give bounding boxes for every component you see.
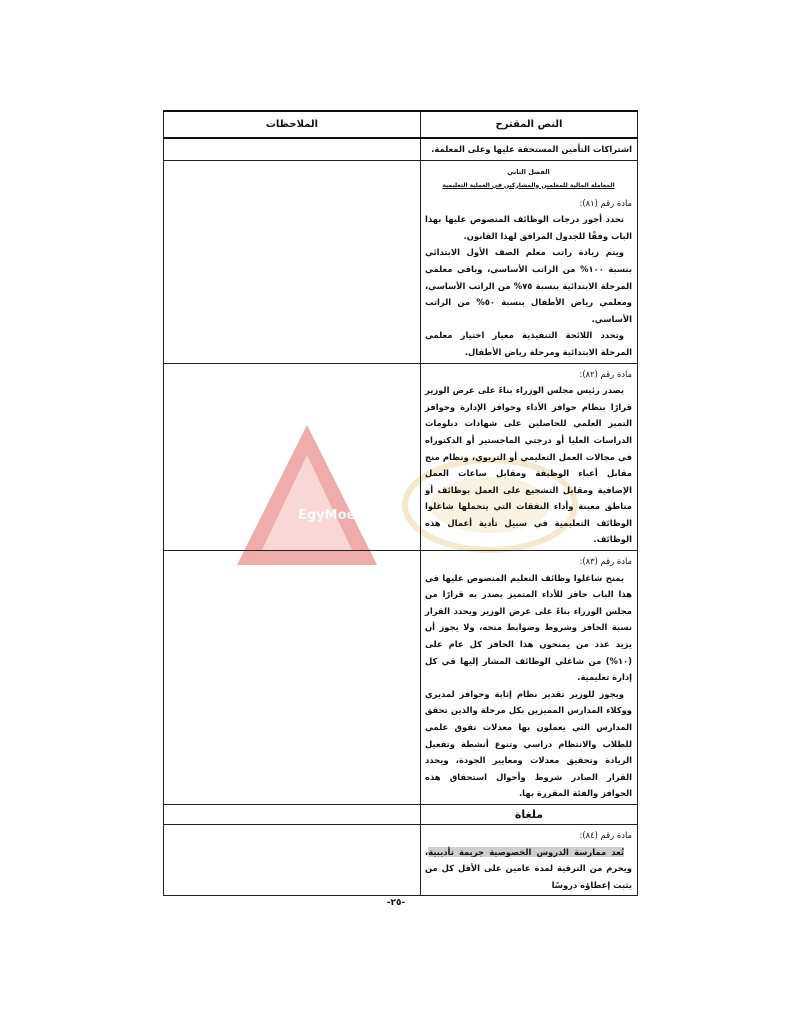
article-84-rest: ، ويحرم من الترقية لمدة عامين على الأقل كل من يثبت إعطاؤه دروسًا [425,846,632,890]
article-83-heading: مادة رقم (٨٣): [579,556,632,567]
article-84-block [421,825,637,895]
article-82-block [421,364,637,551]
proposal-table [163,110,638,896]
article-83-para-2: ويجوز للوزير تقدير نظام إثابة وحوافز لمديري ووكلاء المدارس المميزين بكل مرحلة والذين تحقق المدارس التي يعملون بها معدلات تفوق علمي للطلاب والانتظام دراسي وتنوع أنشطة وتفعيل الريادة وتحقيق معدلات ومعايير الجودة، ويحدد القرار الصادر شروط وأحوال استحقاق هذه الحوافز والفئة المقررة بها. [425,688,632,799]
page-number: -٢٥- [386,898,406,908]
table-row [164,551,638,805]
notes-cell [164,138,421,160]
article-81-block [421,161,637,363]
table-row [164,363,638,551]
table-row [164,824,638,895]
article-83-block [421,551,637,804]
table-row [164,138,638,160]
table-header-row [164,111,638,138]
header-notes: الملاحظات [164,111,421,138]
notes-cell [164,551,421,805]
row-text: اشتراكات التأمين المستحقة عليها وعلى المعلمة. [431,144,632,154]
article-82-heading: مادة رقم (٨٢): [579,368,632,379]
highlighted-text: تُعد ممارسة الدروس الخصوصية جريمة تأديبية [428,846,624,857]
article-84-para-1 [425,844,632,894]
table-row [164,160,638,363]
watermark-text: EgyMoe [298,508,356,523]
article-83-para-1: يمنح شاغلوا وظائف التعليم المنصوص عليها في هذا الباب حافز للأداء المتميز يصدر به قرارًا من مجلس الوزراء بناءً على عرض الوزير ويحدد القرار نسبة الحافز وشروط وضوابط منحه، ولا يجوز أن يزيد عدد من يمنحون هذا الحافز كل عام على (١٠%) من شاغلي الوظائف المشار إليها في كل إدارة تعليمية. [425,572,632,683]
article-81-para-2: ويتم زيادة راتب معلم الصف الأول الابتدائي بنسبة ١٠٠% من الراتب الأساسي، وباقي معلمي المرحلة الابتدائية بنسبة ٧٥% من الراتب الأساسي، ومعلمي رياض الأطفال بنسبة ٥٠% من الراتب الأساسي. [425,247,632,324]
article-84-heading: مادة رقم (٨٤): [579,829,632,840]
notes-cell [164,160,421,363]
header-proposed-text: النص المقترح [421,111,638,138]
article-82-para-1: يصدر رئيس مجلس الوزراء بناءً على عرض الوزير قرارًا بنظام حوافز الأداء وحوافز الإدارة وحوافز التميز العلمي للحاصلين على شهادات دبلومات الدراسات العليا أو درجتي الماجستير أو الدكتوراه في مجالات العمل التعليمي أو التربوي، ونظام منح مقابل أعباء الوظيفة ومقابل ساعات العمل الإضافية ومقابل التشجيع على العمل بوظائف أو مناطق معينة وأداء النفقات التي يتحملها شاغلوا الوظائف التعليمية في سبيل تأدية أعمال هذه الوظائف. [425,385,632,545]
void-label: ملغاة [514,807,544,821]
chapter-title: الفصل الثاني [507,167,550,176]
chapter-subtitle: المعاملة المالية للمعلمين والمشاركين في العملية التعليمية [442,181,615,189]
article-81-para-1: تحدد أجور درجات الوظائف المنصوص عليها بهذا الباب وفقًا للجدول المرافق لهذا القانون. [425,214,632,241]
table-row [164,804,638,824]
notes-cell [164,824,421,895]
article-81-heading: مادة رقم (٨١): [579,197,632,208]
notes-cell [164,804,421,824]
article-81-para-3: وتحدد اللائحة التنفيذية معيار اختيار معلمي المرحلة الابتدائية ومرحلة رياض الأطفال. [425,330,632,357]
notes-cell [164,363,421,551]
